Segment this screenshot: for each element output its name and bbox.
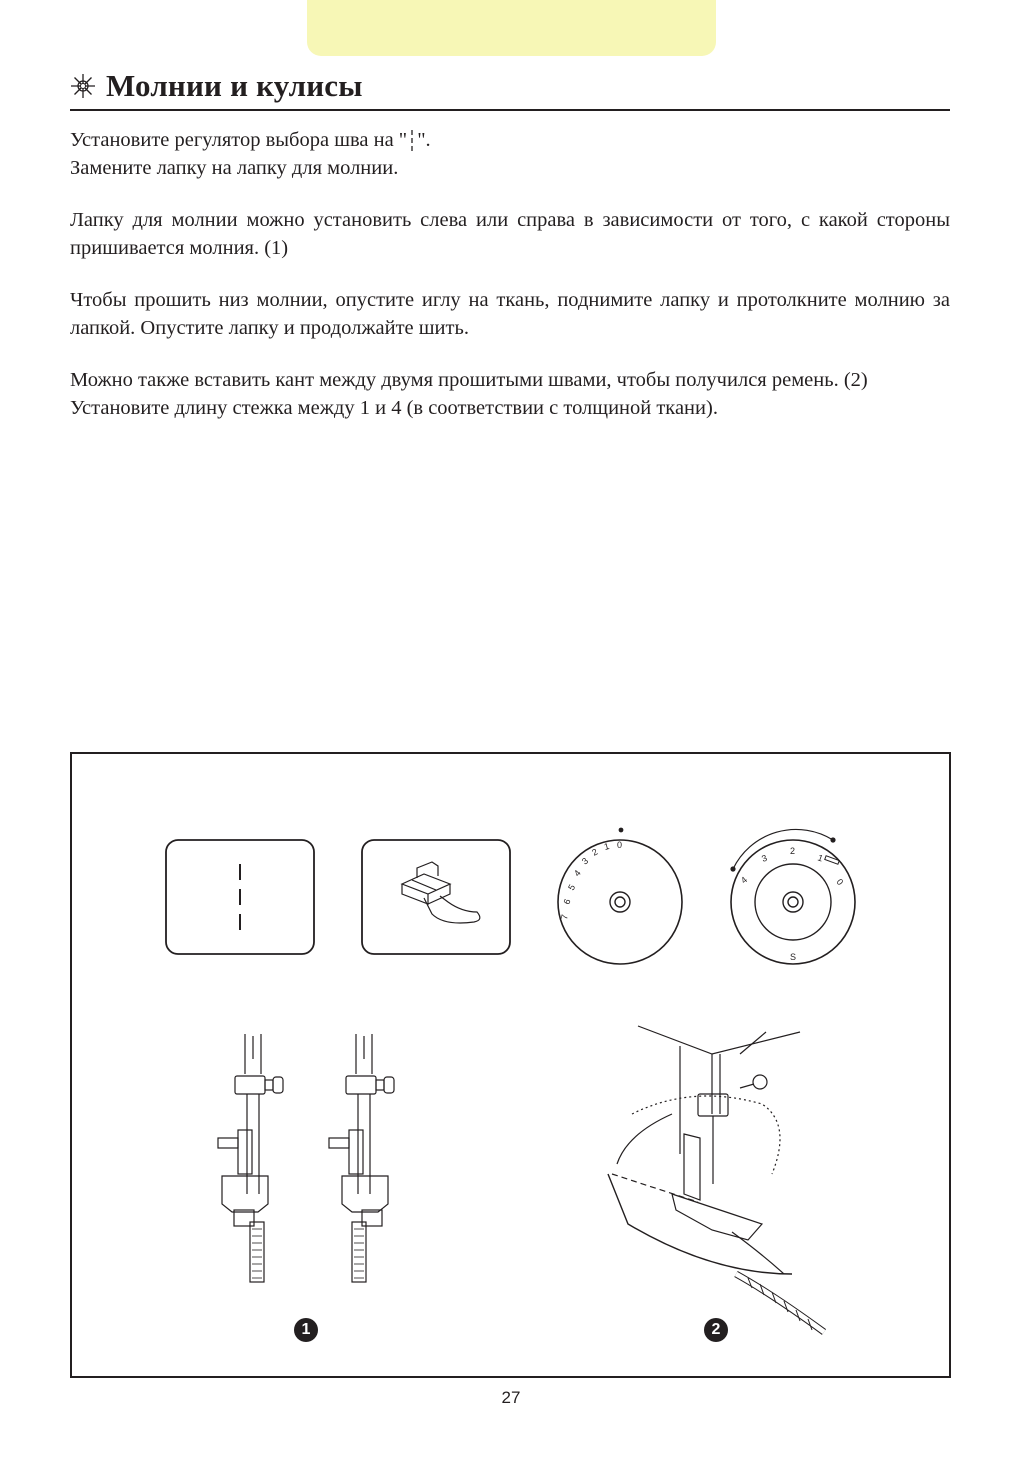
dial-number: 1 [602, 840, 611, 852]
instruction-line: Установите длину стежка между 1 и 4 (в соответствии с толщиной ткани). [70, 397, 718, 419]
dial-number: 3 [579, 855, 591, 867]
header-tab [307, 0, 716, 56]
instruction-line [70, 126, 950, 154]
dial-number: 7 [559, 913, 570, 921]
dial-indicator-dot [619, 828, 624, 833]
range-start-dot [730, 866, 735, 871]
figure-label-1: 1 [294, 1318, 318, 1342]
figure-label-2: 2 [704, 1318, 728, 1342]
dial-number: 6 [561, 897, 573, 906]
dial-number: 1 [816, 852, 825, 864]
dial-number: 5 [566, 882, 578, 892]
title-divider [70, 109, 950, 111]
dial-number: 4 [571, 868, 583, 879]
dial-number: 2 [790, 846, 796, 856]
dial-number: 3 [760, 852, 769, 864]
cord-sewing-illustration [608, 1026, 824, 1332]
instruction-text: ". [417, 129, 431, 151]
zipper-foot-panel [362, 840, 510, 954]
dial-label-s: S [790, 952, 797, 962]
dial-number: 0 [834, 876, 846, 888]
dial-number: 4 [738, 874, 750, 886]
instruction-text: Установите регулятор выбора шва на " [70, 129, 408, 151]
instruction-line: Замените лапку на лапку для молнии. [70, 157, 399, 179]
paragraph-zipper-bottom: Чтобы прошить низ молнии, опустите иглу на ткань, поднимите лапку и протолкните молнию за лапкой. Опустите лапку и продолжайте шить. [70, 289, 950, 339]
paragraph-stitch-setting [70, 126, 950, 182]
instruction-line: Можно также вставить кант между двумя прошитыми швами, чтобы получился ремень. (2) [70, 369, 868, 391]
illustration-panel [70, 752, 951, 1378]
range-end-dot [830, 837, 835, 842]
dial-number: 0 [617, 840, 623, 850]
zipper-foot-left-view [218, 1034, 283, 1282]
stitch-pattern-panel [166, 840, 314, 954]
illustration-canvas [72, 754, 949, 1376]
paragraph-foot-position: Лапку для молнии можно установить слева или справа в зависимости от того, с какой стороны пришивается молния. (1) [70, 209, 950, 259]
page-number: 27 [501, 1388, 521, 1407]
section-title [70, 64, 950, 108]
zipper-foot-right-view [329, 1034, 394, 1282]
zipper-foot-icon [402, 862, 480, 923]
dial-number: 2 [590, 846, 600, 858]
straight-stitch-icon [407, 129, 417, 151]
page-title: Молнии и кулисы [106, 68, 363, 103]
compass-star-icon [70, 73, 96, 99]
instructions [70, 126, 950, 446]
paragraph-cord [70, 366, 950, 422]
